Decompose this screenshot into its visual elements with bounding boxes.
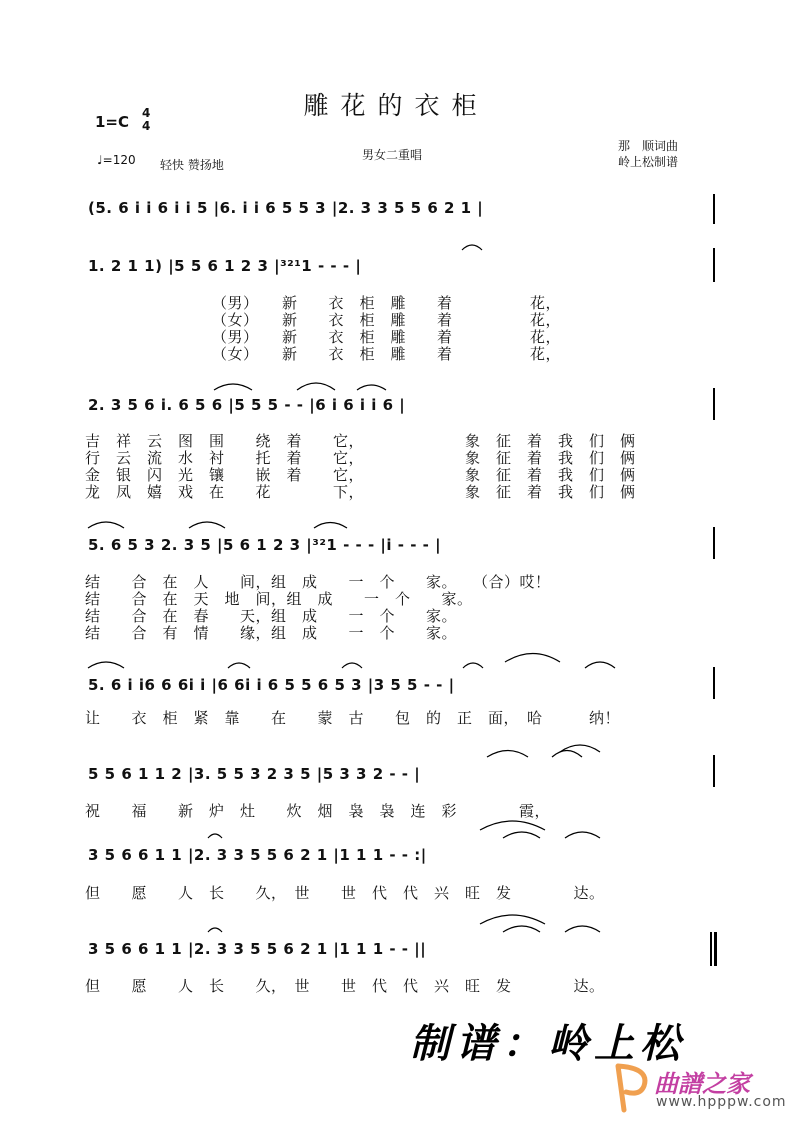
slur [297, 383, 335, 390]
slur [585, 662, 615, 668]
lyric-line: 结 合 有 情 缘，组 成 一 个 家。 [85, 624, 458, 642]
logo-text: 曲譜之家 [654, 1070, 750, 1098]
slur [565, 926, 600, 932]
slur [565, 832, 600, 838]
slur [552, 751, 582, 758]
slur [208, 834, 222, 838]
slur [487, 751, 528, 758]
lyric-line: 吉 祥 云 图 围 绕 着 它， 象 征 着 我 们 俩 [85, 432, 636, 450]
verse-line: （男） 新 衣 柜 雕 着 花， [212, 328, 562, 346]
slur [228, 663, 250, 668]
notation-row-1: (5. 6 i i 6 i i 5 |6. i i 6 5 5 3 |2. 3 3 5 5 6 2 1 | [88, 199, 484, 217]
lyric-line: 行 云 流 水 衬 托 着 它， 象 征 着 我 们 俩 [85, 449, 636, 467]
notation-row-8: 3 5 6 6 1 1 |2. 3 3 5 5 6 2 1 |1 1 1 - - || [88, 940, 427, 958]
slur [463, 663, 483, 668]
slur [214, 384, 252, 390]
slur [505, 654, 560, 663]
verse-line: （女） 新 衣 柜 雕 着 花， [212, 311, 562, 329]
verse-line: （男） 新 衣 柜 雕 着 花， [212, 294, 562, 312]
slur [503, 832, 540, 838]
lyric-line: 结 合 在 人 间，组 成 一 个 家。 （合）哎！ [85, 573, 551, 591]
slur [208, 928, 222, 932]
lyric-line: 结 合 在 天 地 间，组 成 一 个 家。 [85, 590, 473, 608]
key-signature: 1=C [95, 113, 130, 131]
site-logo [610, 1062, 786, 1114]
logo-mark-icon [610, 1062, 654, 1114]
expression-marking: 轻快 赞扬地 [160, 158, 224, 172]
slur [88, 662, 124, 668]
signature: 制谱：岭上松 [410, 1020, 686, 1067]
lyric-line: 结 合 在 春 天，组 成 一 个 家。 [85, 607, 458, 625]
notation-row-5: 5. 6 i i6 6 6i i |6 6i i 6 5 5 6 5 3 |3 5 5 - - | [88, 676, 455, 694]
arranger-credit: 岭上松制谱 [618, 155, 679, 169]
lyric-line: 金 银 闪 光 镶 嵌 着 它， 象 征 着 我 们 俩 [85, 466, 636, 484]
lyric-line: 但 愿 人 长 久， 世 世 代 代 兴 旺 发 达。 [85, 977, 605, 995]
logo-url: www.hpppw.com [656, 1094, 787, 1110]
lyric-line: 让 衣 柜 紧 靠 在 蒙 古 包 的 正 面， 哈 纳！ [85, 709, 621, 727]
slur [88, 522, 124, 528]
slur [462, 245, 482, 250]
notation-row-4: 5. 6 5 3 2. 3 5 |5 6 1 2 3 |³²1 - - - |i - - - | [88, 536, 442, 554]
lyricist-credit: 那 顺词曲 [618, 139, 679, 153]
verse-line: （女） 新 衣 柜 雕 着 花， [212, 345, 562, 363]
tempo-marking: ♩=120 [97, 153, 136, 167]
notation-row-2: 1. 2 1 1) |5 5 6 1 2 3 |³²¹1 - - - | [88, 257, 362, 275]
slur [314, 523, 347, 529]
notation-row-6: 5 5 6 1 1 2 |3. 5 5 3 2 3 5 |5 3 3 2 - - | [88, 765, 421, 783]
notation-row-7: 3 5 6 6 1 1 |2. 3 3 5 5 6 2 1 |1 1 1 - - :| [88, 846, 427, 864]
slur [480, 915, 545, 924]
lyric-line: 祝 福 新 炉 灶 炊 烟 袅 袅 连 彩 霞， [85, 802, 551, 820]
time-signature-top: 4 [142, 106, 151, 120]
lyric-line: 但 愿 人 长 久， 世 世 代 代 兴 旺 发 达。 [85, 884, 605, 902]
notation-row-3: 2. 3 5 6 i. 6 5 6 |5 5 5 - - |6 i 6 i i 6 | [88, 396, 406, 414]
page-title: 雕花的衣柜 [303, 91, 489, 120]
slur [357, 385, 386, 390]
performance-type: 男女二重唱 [362, 148, 423, 162]
slur [480, 821, 545, 830]
slur [189, 522, 225, 528]
slur [342, 663, 362, 668]
slur [503, 926, 540, 932]
lyric-line: 龙 凤 嬉 戏 在 花 下， 象 征 着 我 们 俩 [85, 483, 636, 501]
time-signature-bottom: 4 [142, 119, 151, 133]
